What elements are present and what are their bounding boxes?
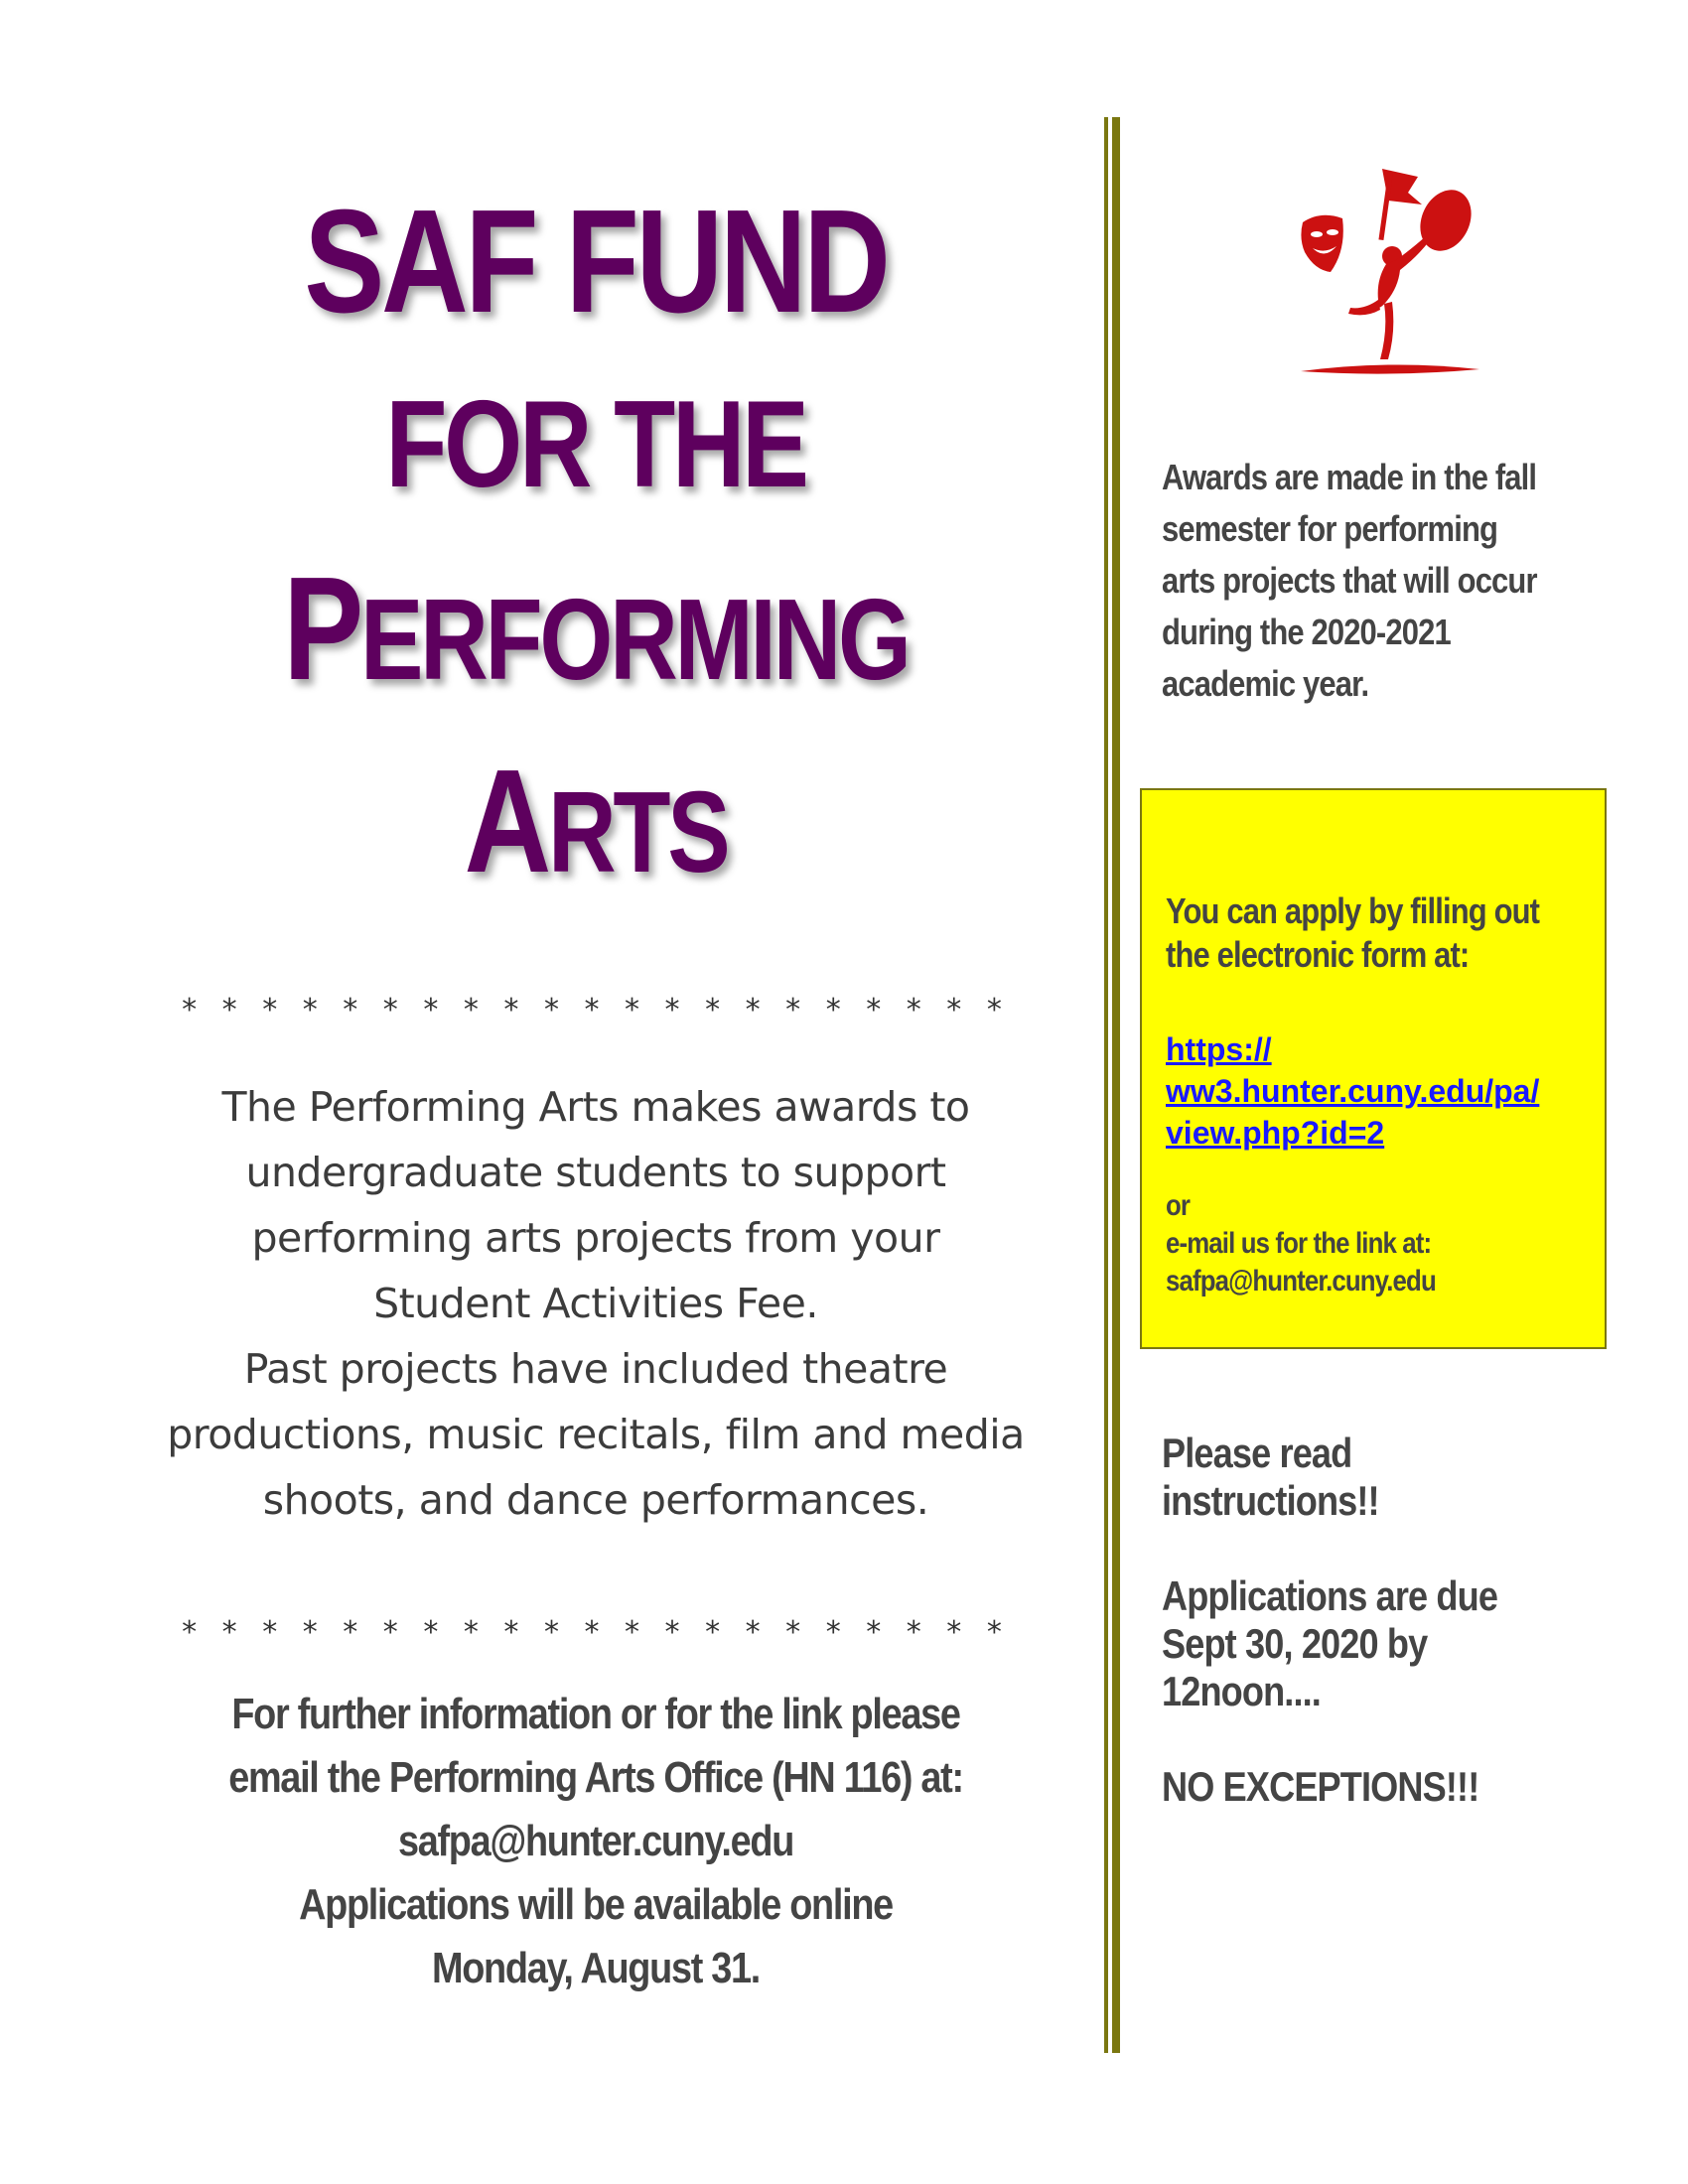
description-line: undergraduate students to support [245,1149,946,1196]
read-note-line: instructions!! [1162,1477,1379,1524]
awards-line: arts projects that will occur [1162,560,1537,601]
apply-email-alternative [1166,1187,1479,1300]
title-line-3-rest: ERFORMING [359,575,909,704]
column-divider [1104,117,1120,2053]
title-line-2: FOR THE [385,376,806,513]
spacer [1162,1525,1555,1572]
title-line-3 [229,547,962,711]
title-line-3-initial: P [283,547,360,711]
title-line-4-initial: A [464,740,548,903]
application-form-link[interactable] [1166,1028,1539,1154]
link-line[interactable]: ww3.hunter.cuny.edu/pa/ [1166,1073,1540,1109]
awards-line: academic year. [1162,663,1369,704]
contact-info [129,1683,1062,2000]
alt-email: safpa@hunter.cuny.edu [1166,1265,1436,1297]
contact-line: Monday, August 31. [432,1944,760,1992]
apply-callout-box [1140,788,1607,1349]
link-line[interactable]: view.php?id=2 [1166,1115,1385,1151]
description-paragraph [149,1074,1043,1533]
awards-line: during the 2020-2021 [1162,612,1451,652]
link-line[interactable]: https:// [1166,1031,1272,1067]
alt-line: e-mail us for the link at: [1166,1227,1432,1260]
description-line: shoots, and dance performances. [262,1476,929,1524]
no-exceptions-note: NO EXCEPTIONS!!! [1162,1763,1479,1810]
awards-line: Awards are made in the fall [1162,457,1537,497]
apply-line: You can apply by filling out [1166,890,1540,931]
title-line-1: SAF FUND [304,180,888,343]
description-line: Past projects have included theatre [243,1345,948,1393]
contact-email: safpa@hunter.cuny.edu [397,1817,794,1865]
apply-instructions [1166,889,1600,977]
contact-line: For further information or for the link please [231,1690,960,1738]
spacer [1162,1715,1555,1763]
awards-info [1162,452,1618,710]
due-note-line: 12noon.... [1162,1668,1321,1714]
theatre-mask-dancer-icon [1281,161,1499,389]
star-divider-bottom: * * * * * * * * * * * * * * * * * * * * * [182,1615,1010,1650]
title-line-4-rest: RTS [547,767,728,896]
divider-bar-thick [1112,117,1120,2053]
due-note-line: Sept 30, 2020 by [1162,1620,1428,1667]
alt-or: or [1166,1189,1191,1222]
description-line: The Performing Arts makes awards to [221,1083,970,1131]
description-line: productions, music recitals, film and media [167,1411,1025,1458]
read-note-line: Please read [1162,1430,1352,1476]
awards-line: semester for performing [1162,508,1498,549]
star-divider-top: * * * * * * * * * * * * * * * * * * * * * [182,993,1010,1027]
apply-line: the electronic form at: [1166,934,1470,975]
description-line: Student Activities Fee. [373,1280,818,1327]
contact-line: email the Performing Arts Office (HN 116) at: [228,1753,963,1802]
divider-bar-thin [1104,117,1108,2053]
due-note-line: Applications are due [1162,1572,1498,1619]
flyer-title [149,180,1043,903]
contact-line: Applications will be available online [299,1880,893,1929]
deadline-notes [1162,1430,1618,1811]
description-line: performing arts projects from your [251,1214,940,1262]
title-line-4 [229,740,962,903]
